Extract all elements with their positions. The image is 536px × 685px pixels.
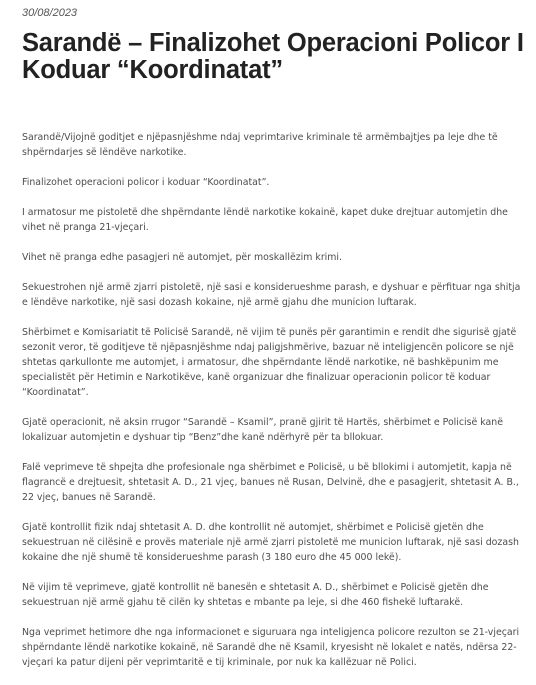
article-body [22,130,528,670]
article-paragraph: Gjatë operacionit, në aksin rrugor “Sarandë – Ksamil”, pranë gjirit të Hartës, shërbimet e Policisë kanë lokalizuar automjetin e dyshuar tip “Benz”dhe kanë ndërhyrë për ta bllokuar. [22,417,504,443]
article-paragraph: Shërbimet e Komisariatit të Policisë Sarandë, në vijim të punës për garantimin e rendit dhe sigurisë gjatë sezonit veror, të goditjeve të njëpasnjëshme ndaj paligjshmërive, bazuar në inteligjencën policore se një shtetas qarkullonte me automjet, i armatosur, dhe shpërndante lëndë narkotike, në bashkëpunim me specialistët për Hetimin e Narkotikëve, kanë organizuar dhe finalizuar operacionin policor të koduar “Koordinatat”. [22,327,517,398]
article-title: Sarandë – Finalizohet Operacioni Policor I Koduar “Koordinatat” [22,29,524,84]
article-paragraph: Sekuestrohen një armë zjarri pistoletë, një sasi e konsiderueshme parash, e dyshuar e përfituar nga shitja e lëndëve narkotike, një sasi dozash kokaine, një armë gjahu dhe municion luftarak. [22,282,521,308]
article-paragraph: Falë veprimeve të shpejta dhe profesionale nga shërbimet e Policisë, u bë bllokimi i automjetit, kapja në flagrancë e drejtuesit, shtetasit A. D., 21 vjeç, banues në Rusan, Delvinë, dhe e pasagjerit, shtetasit A. B., 22 vjeç, banues në Sarandë. [22,462,519,503]
article-paragraph: Sarandë/Vijojnë goditjet e njëpasnjëshme ndaj veprimtarive kriminale të armëmbajtjes pa leje dhe të shpërndarjes së lëndëve narkotike. [22,132,498,158]
article-paragraph: I armatosur me pistoletë dhe shpërndante lëndë narkotike kokainë, kapet duke drejtuar automjetin dhe vihet në pranga 21-vjeçari. [22,207,508,233]
article [22,0,528,685]
article-paragraph: Vihet në pranga edhe pasagjeri në automjet, për moskallëzim krimi. [22,252,342,263]
article-paragraph: Në vijim të veprimeve, gjatë kontrollit në banesën e shtetasit A. D., shërbimet e Policisë gjetën dhe sekuestruan një armë gjahu të cilën ky shtetas e mbante pa leje, si dhe 460 fishekë luftarakë. [22,582,489,608]
article-paragraph: Gjatë kontrollit fizik ndaj shtetasit A. D. dhe kontrollit në automjet, shërbimet e Policisë gjetën dhe sekuestruan në cilësinë e provës materiale një armë zjarri pistoletë me municion luftarak, një sasi dozash kokaine dhe një shumë të konsiderueshme parash (3 180 euro dhe 45 000 lekë). [22,522,519,563]
article-date: 30/08/2023 [22,7,78,19]
article-paragraph: Nga veprimet hetimore dhe nga informacionet e siguruara nga inteligjenca policore rezulton se 21-vjeçari shpërndante lëndë narkotike kokainë, në Sarandë dhe në Ksamil, kryesisht në lokalet e natës, ndërsa 22-vjeçari ka patur dijeni për veprimtaritë e tij kriminale, por nuk ka kallëzuar në Polici. [22,627,520,668]
article-paragraph: Finalizohet operacioni policor i koduar “Koordinatat”. [22,177,270,188]
